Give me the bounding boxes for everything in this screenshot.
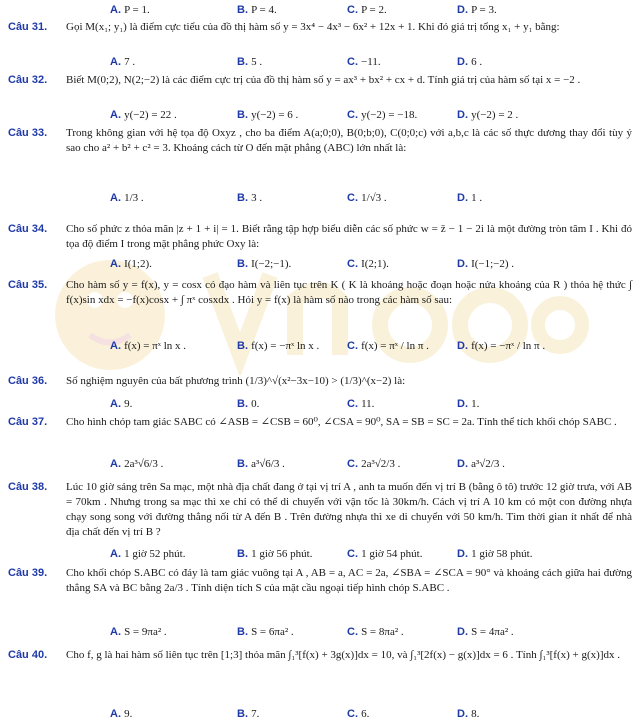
question-text: Số nghiệm nguyên của bất phương trình (1/3)^√(x²−3x−10) > (1/3)^(x−2) là: xyxy=(66,375,406,387)
options-38 xyxy=(110,548,632,562)
question-34 xyxy=(8,222,632,252)
options-36 xyxy=(110,398,632,412)
question-number: Câu 31. xyxy=(8,21,48,33)
question-number: Câu 37. xyxy=(8,416,48,428)
option-a: A. P = 1. xyxy=(110,4,150,16)
option-d: D. I(−1;−2) . xyxy=(457,258,515,270)
question-33 xyxy=(8,126,632,156)
option-d: D. 1 giờ 58 phút. xyxy=(457,548,533,560)
option-c: C. I(2;1). xyxy=(347,258,389,270)
question-37 xyxy=(8,415,632,430)
option-d: D. 6 . xyxy=(457,56,483,68)
options-39 xyxy=(110,626,632,640)
option-b: B. y(−2) = 6 . xyxy=(237,109,299,121)
question-38 xyxy=(8,480,632,540)
option-d: D. 8. xyxy=(457,708,480,720)
options-32 xyxy=(110,109,632,123)
question-number: Câu 38. xyxy=(8,481,48,493)
option-a: A. 2a³√6/3 . xyxy=(110,458,164,470)
options-33 xyxy=(110,192,632,206)
option-c: C. −11. xyxy=(347,56,381,68)
question-text: Cho số phức z thỏa mãn |z + 1 + i| = 1. Biết rằng tập hợp biểu diễn các số phức w = z̄ − 1 − 2i là một đường tròn tâm I . Khi đó tọa độ điểm I trong mặt phẳng phức Oxy là: xyxy=(66,223,632,250)
option-c: C. y(−2) = −18. xyxy=(347,109,418,121)
option-b: B. I(−2;−1). xyxy=(237,258,292,270)
question-text: Biết M(0;2), N(2;−2) là các điểm cực trị của đồ thị hàm số y = ax³ + bx² + cx + d. Tính giá trị của hàm số tại x = −2 . xyxy=(66,74,581,86)
question-32 xyxy=(8,73,632,88)
option-c: C. 6. xyxy=(347,708,370,720)
option-b: B. 0. xyxy=(237,398,260,410)
options-40 xyxy=(110,708,632,722)
option-d: D. y(−2) = 2 . xyxy=(457,109,519,121)
option-a: A. y(−2) = 22 . xyxy=(110,109,177,121)
option-d: D. f(x) = −πˣ / ln π . xyxy=(457,340,546,352)
option-d: D. 1 . xyxy=(457,192,483,204)
options-35 xyxy=(110,340,632,354)
option-c: C. 11. xyxy=(347,398,375,410)
question-number: Câu 36. xyxy=(8,375,48,387)
option-c: C. 1/√3 . xyxy=(347,192,387,204)
option-a: A. I(1;2). xyxy=(110,258,152,270)
top-options-row xyxy=(110,4,632,18)
question-number: Câu 33. xyxy=(8,127,48,139)
option-b: B. a³√6/3 . xyxy=(237,458,285,470)
option-b: B. 7. xyxy=(237,708,260,720)
question-text: Trong không gian với hệ tọa độ Oxyz , cho ba điểm A(a;0;0), B(0;b;0), C(0;0;c) với a,b,c là các số thực dương thay đổi tùy ý sao cho a² + b² + c² = 3. Khoảng cách từ O đến mặt phẳng (ABC) lớn nhất là: xyxy=(66,127,632,154)
option-b: B. f(x) = −πˣ ln x . xyxy=(237,340,320,352)
option-a: A. 7 . xyxy=(110,56,136,68)
option-c: C. f(x) = πˣ / ln π . xyxy=(347,340,429,352)
options-31 xyxy=(110,56,632,70)
question-text: Gọi M(x₁; y₁) là điểm cực tiểu của đồ thị hàm số y = 3x⁴ − 4x³ − 6x² + 12x + 1. Khi đó giá trị tổng x₁ + y₁ bằng: xyxy=(66,21,560,33)
question-number: Câu 34. xyxy=(8,223,48,235)
option-a: A. 1/3 . xyxy=(110,192,144,204)
options-37 xyxy=(110,458,632,472)
question-text: Cho f, g là hai hàm số liên tục trên [1;3] thỏa mãn ∫₁³[f(x) + 3g(x)]dx = 10, và ∫₁³[2f(x) − g(x)]dx = 6 . Tính ∫₁³[f(x) + g(x)]dx . xyxy=(66,649,620,661)
question-36 xyxy=(8,374,632,389)
option-a: A. S = 9πa² . xyxy=(110,626,167,638)
options-34 xyxy=(110,258,632,272)
option-c: C. 2a³√2/3 . xyxy=(347,458,401,470)
question-text: Lúc 10 giờ sáng trên Sa mạc, một nhà địa chất đang ở tại vị trí A , anh ta muốn đến vị trí B (bằng ô tô) trước 12 giờ trưa, với AB = 70km . Nhưng trong sa mạc thì xe chỉ có thể di chuyển với vận tốc là 30km/h. Cách vị trí A 10 km có một con đường nhựa chạy song song với đường thẳng nối từ A đến B . Trên đường nhựa thì xe di chuyển với 50 km/h. Tìm thời gian ít nhất để nhà địa chất đến vị trí B ? xyxy=(66,481,632,538)
option-c: C. P = 2. xyxy=(347,4,387,16)
option-a: A. 9. xyxy=(110,708,133,720)
option-d: D. 1. xyxy=(457,398,480,410)
question-39 xyxy=(8,566,632,596)
option-d: D. a³√2/3 . xyxy=(457,458,505,470)
question-number: Câu 39. xyxy=(8,567,48,579)
option-b: B. P = 4. xyxy=(237,4,277,16)
option-b: B. 1 giờ 56 phút. xyxy=(237,548,313,560)
question-number: Câu 32. xyxy=(8,74,48,86)
option-d: D. P = 3. xyxy=(457,4,497,16)
question-text: Cho hình chóp tam giác SABC có ∠ASB = ∠CSB = 60⁰, ∠CSA = 90⁰, SA = SB = SC = 2a. Tính thể tích khối chóp SABC . xyxy=(66,416,617,428)
option-a: A. f(x) = πˣ ln x . xyxy=(110,340,187,352)
option-b: B. S = 6πa² . xyxy=(237,626,294,638)
option-c: C. 1 giờ 54 phút. xyxy=(347,548,423,560)
question-31 xyxy=(8,20,632,35)
question-40 xyxy=(8,648,632,663)
question-text: Cho hàm số y = f(x), y = cosx có đạo hàm và liên tục trên K ( K là khoảng hoặc đoạn hoặc nửa khoảng của R ) thỏa hệ thức ∫ f(x)sin xdx = −f(x)cosx + ∫ πˣ cosxdx . Hỏi y = f(x) là hàm số nào trong các hàm số sau: xyxy=(66,279,632,306)
option-a: A. 9. xyxy=(110,398,133,410)
option-a: A. 1 giờ 52 phút. xyxy=(110,548,186,560)
question-number: Câu 40. xyxy=(8,649,48,661)
option-b: B. 5 . xyxy=(237,56,263,68)
option-c: C. S = 8πa² . xyxy=(347,626,404,638)
question-number: Câu 35. xyxy=(8,279,48,291)
option-d: D. S = 4πa² . xyxy=(457,626,514,638)
option-b: B. 3 . xyxy=(237,192,263,204)
question-text: Cho khối chóp S.ABC có đáy là tam giác vuông tại A , AB = a, AC = 2a, ∠SBA = ∠SCA = 90° và khoảng cách giữa hai đường thẳng SA và BC bằng 2a/3 . Tính diện tích S của mặt cầu ngoại tiếp hình chóp S.ABC . xyxy=(66,567,632,594)
question-35 xyxy=(8,278,632,308)
